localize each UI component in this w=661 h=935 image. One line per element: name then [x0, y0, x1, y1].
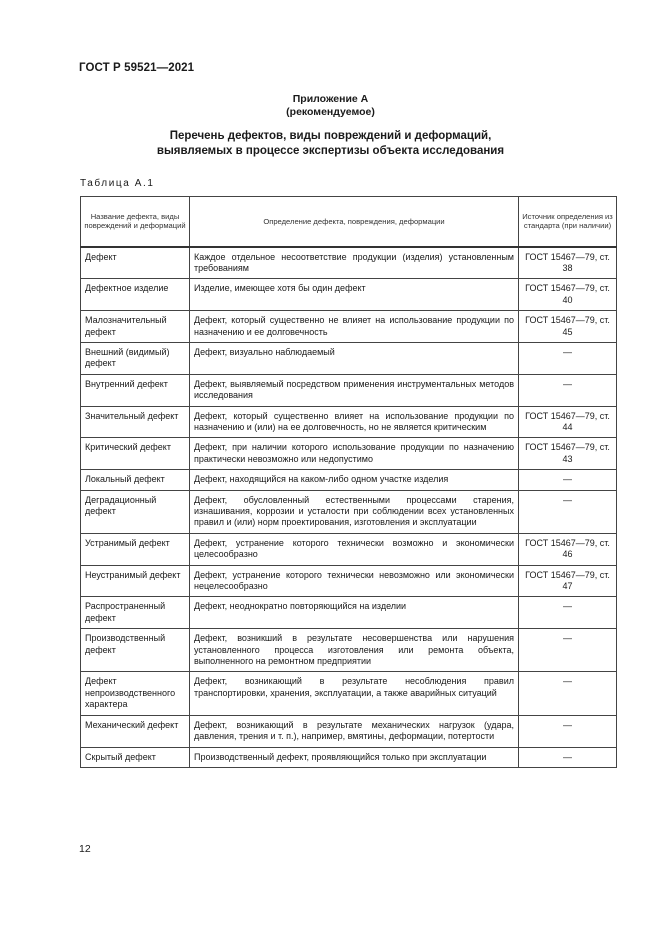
table-row	[81, 470, 617, 490]
defect-source: ГОСТ 15467—79, ст. 40	[519, 279, 617, 311]
defect-source: —	[519, 672, 617, 715]
table-row	[81, 565, 617, 597]
defect-source: ГОСТ 15467—79, ст. 38	[519, 247, 617, 279]
defect-name: Распространенный дефект	[81, 597, 190, 629]
defect-source: —	[519, 374, 617, 406]
appendix-heading	[0, 93, 661, 119]
defect-name: Критический дефект	[81, 438, 190, 470]
defect-name: Дефект	[81, 247, 190, 279]
defect-definition: Дефект, который существенно влияет на использование продукции по назначению и (или) на ее долговечность, но не является критическим	[190, 406, 519, 438]
defects-table	[80, 196, 617, 768]
document-code: ГОСТ Р 59521—2021	[79, 62, 195, 74]
table-row	[81, 374, 617, 406]
defect-definition: Каждое отдельное несоответствие продукции (изделия) установленным требованиям	[190, 247, 519, 279]
defect-definition: Дефект, устранение которого технически возможно и экономически целесообразно	[190, 533, 519, 565]
defect-definition: Дефект, выявляемый посредством применения инструментальных методов исследования	[190, 374, 519, 406]
defect-definition: Изделие, имеющее хотя бы один дефект	[190, 279, 519, 311]
defect-definition: Дефект, обусловленный естественными процессами старения, изнашивания, коррозии и усталости при соблюдении всех установленных правил и (или) норм проектирования, изготовления и эксплуатации	[190, 490, 519, 533]
table-row	[81, 597, 617, 629]
defect-definition: Дефект, устранение которого технически невозможно или экономически нецелесообразно	[190, 565, 519, 597]
table-row	[81, 715, 617, 747]
defect-source: ГОСТ 15467—79, ст. 47	[519, 565, 617, 597]
defect-name: Устранимый дефект	[81, 533, 190, 565]
defect-name: Деградационный дефект	[81, 490, 190, 533]
defect-source: —	[519, 470, 617, 490]
table-row	[81, 406, 617, 438]
table-row	[81, 533, 617, 565]
defect-name: Значительный дефект	[81, 406, 190, 438]
document-title-line-1: Перечень дефектов, виды повреждений и деформаций,	[169, 130, 492, 142]
defect-source: —	[519, 629, 617, 672]
defect-source: —	[519, 597, 617, 629]
table-row	[81, 342, 617, 374]
defect-definition: Дефект, визуально наблюдаемый	[190, 342, 519, 374]
column-header-definition: Определение дефекта, повреждения, деформации	[190, 197, 519, 247]
defect-name: Дефект непроизводственного характера	[81, 672, 190, 715]
table-body	[81, 247, 617, 768]
table-row	[81, 247, 617, 279]
defect-source: —	[519, 747, 617, 767]
document-title-line-2: выявляемых в процессе экспертизы объекта исследования	[156, 145, 505, 157]
table-row	[81, 490, 617, 533]
defect-source: ГОСТ 15467—79, ст. 43	[519, 438, 617, 470]
page-number: 12	[79, 843, 91, 855]
defect-definition: Дефект, возникший в результате несовершенства или нарушения установленного процесса изготовления или ремонта объекта, выполненного на ремонтном предприятии	[190, 629, 519, 672]
defect-name: Неустранимый дефект	[81, 565, 190, 597]
table-row	[81, 438, 617, 470]
table-row	[81, 672, 617, 715]
defect-name: Скрытый дефект	[81, 747, 190, 767]
table-row	[81, 311, 617, 343]
defect-name: Производственный дефект	[81, 629, 190, 672]
defect-source: ГОСТ 15467—79, ст. 45	[519, 311, 617, 343]
defect-source: —	[519, 715, 617, 747]
defect-name: Внешний (видимый) дефект	[81, 342, 190, 374]
defect-definition: Дефект, находящийся на каком-либо одном участке изделия	[190, 470, 519, 490]
defect-definition: Дефект, возникающий в результате несоблюдения правил транспортировки, хранения, эксплуатации, а также аварийных ситуаций	[190, 672, 519, 715]
defect-name: Локальный дефект	[81, 470, 190, 490]
defect-name: Малозначительный дефект	[81, 311, 190, 343]
defect-source: ГОСТ 15467—79, ст. 44	[519, 406, 617, 438]
defect-name: Внутренний дефект	[81, 374, 190, 406]
column-header-source: Источник определения из стандарта (при наличии)	[519, 197, 617, 247]
table-caption: Таблица А.1	[80, 178, 155, 189]
appendix-subtitle: (рекомендуемое)	[286, 106, 375, 118]
table-header-row	[81, 197, 617, 247]
defect-source: —	[519, 490, 617, 533]
defect-definition: Дефект, который существенно не влияет на использование продукции по назначению и ее долговечность	[190, 311, 519, 343]
table-row	[81, 747, 617, 767]
defect-definition: Дефект, возникающий в результате механических нагрузок (удара, давления, трения и т. п.), например, вмятины, деформации, потертости	[190, 715, 519, 747]
appendix-title: Приложение А	[292, 93, 369, 105]
defect-definition: Дефект, неоднократно повторяющийся на изделии	[190, 597, 519, 629]
document-title	[0, 129, 661, 159]
defect-source: —	[519, 342, 617, 374]
defect-definition: Дефект, при наличии которого использование продукции по назначению практически невозможно или недопустимо	[190, 438, 519, 470]
table-row	[81, 279, 617, 311]
defect-name: Дефектное изделие	[81, 279, 190, 311]
defect-source: ГОСТ 15467—79, ст. 46	[519, 533, 617, 565]
column-header-name: Название дефекта, виды повреждений и деформаций	[81, 197, 190, 247]
defect-definition: Производственный дефект, проявляющийся только при эксплуатации	[190, 747, 519, 767]
table-row	[81, 629, 617, 672]
defect-name: Механический дефект	[81, 715, 190, 747]
